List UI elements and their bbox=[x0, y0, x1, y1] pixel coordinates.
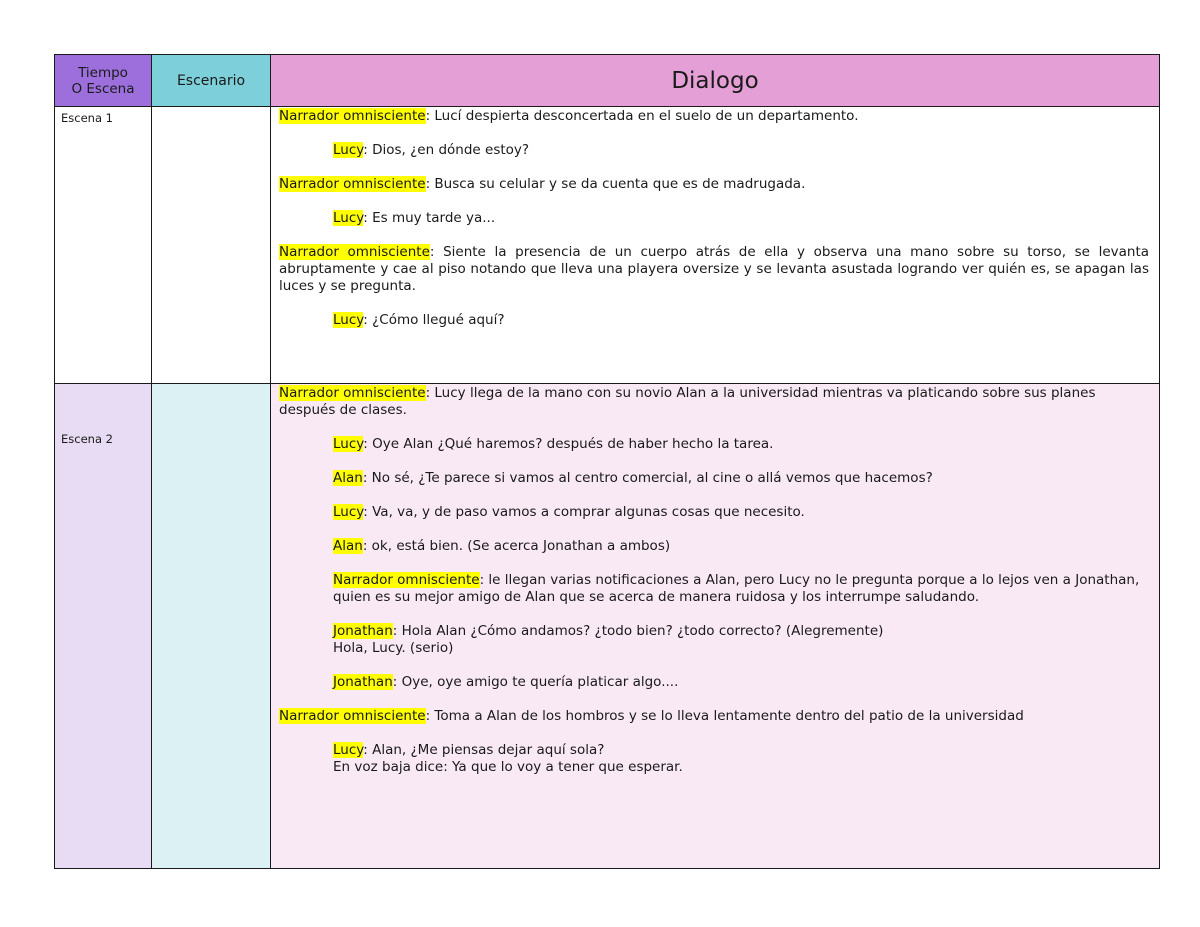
dialogue-text: : Lucí despierta desconcertada en el suelo de un departamento. bbox=[425, 108, 859, 124]
dialogue-text: : Toma a Alan de los hombros y se lo lleva lentamente dentro del patio de la universidad bbox=[425, 708, 1024, 724]
scene-2-label: Escena 2 bbox=[55, 384, 152, 869]
speaker-name: Narrador omnisciente bbox=[279, 176, 426, 192]
dialogue-line bbox=[279, 708, 1149, 725]
dialogue-text: : Es muy tarde ya... bbox=[363, 210, 496, 226]
speaker-name: Jonathan bbox=[333, 674, 393, 690]
dialogue-text: : le llegan varias notificaciones a Alan, pero Lucy no le pregunta porque a lo lejos ven a Jonathan, quien es su mejor amigo de Alan que se acerca de manera ruidosa y los interrumpe saludando. bbox=[333, 572, 1140, 605]
dialogue-line bbox=[279, 674, 1149, 691]
dialogue-line bbox=[279, 470, 1149, 487]
dialogue-text: : Oye, oye amigo te quería platicar algo.... bbox=[392, 674, 679, 690]
dialogue-text: : Busca su celular y se da cuenta que es de madrugada. bbox=[425, 176, 806, 192]
header-scenario: Escenario bbox=[152, 55, 271, 107]
dialogue-text: : Dios, ¿en dónde estoy? bbox=[363, 142, 530, 158]
speaker-name: Lucy bbox=[333, 504, 364, 520]
scene-1-row bbox=[55, 107, 1160, 384]
dialogue-line bbox=[279, 742, 1149, 776]
script-table bbox=[54, 54, 1160, 869]
dialogue-line bbox=[279, 572, 1149, 606]
dialogue-text: : Oye Alan ¿Qué haremos? después de haber hecho la tarea. bbox=[363, 436, 774, 452]
scene-1-scenario-cell bbox=[152, 107, 271, 384]
dialogue-text: : ¿Cómo llegué aquí? bbox=[363, 312, 505, 328]
scene-2-scenario-cell bbox=[152, 384, 271, 869]
dialogue-line bbox=[279, 436, 1149, 453]
dialogue-line bbox=[279, 623, 1149, 657]
dialogue-text: : No sé, ¿Te parece si vamos al centro comercial, al cine o allá vemos que hacemos? bbox=[362, 470, 933, 486]
speaker-name: Narrador omnisciente bbox=[279, 385, 426, 401]
dialogue-text: : Va, va, y de paso vamos a comprar algunas cosas que necesito. bbox=[363, 504, 805, 520]
dialogue-line bbox=[279, 142, 1149, 159]
dialogue-text: : Lucy llega de la mano con su novio Alan a la universidad mientras va platicando sobre sus planes después de clases. bbox=[279, 385, 1096, 418]
dialogue-line bbox=[279, 176, 1149, 193]
scene-2-row bbox=[55, 384, 1160, 869]
speaker-name: Jonathan bbox=[333, 623, 393, 639]
dialogue-text: : Hola Alan ¿Cómo andamos? ¿todo bien? ¿todo correcto? (Alegremente) bbox=[392, 623, 884, 639]
dialogue-text: : ok, está bien. (Se acerca Jonathan a ambos) bbox=[362, 538, 671, 554]
dialogue-line bbox=[279, 210, 1149, 227]
speaker-name: Narrador omnisciente bbox=[279, 108, 426, 124]
speaker-name: Lucy bbox=[333, 210, 364, 226]
dialogue-line bbox=[279, 504, 1149, 521]
speaker-name: Alan bbox=[333, 470, 363, 486]
dialogue-text: : Siente la presencia de un cuerpo atrás de ella y observa una mano sobre su torso, se levanta abruptamente y cae al piso notando que lleva una playera oversize y se levanta asustada logrando ver quién es, se apagan las luces y se pregunta. bbox=[279, 244, 1150, 294]
speaker-name: Lucy bbox=[333, 742, 364, 758]
speaker-name: Lucy bbox=[333, 142, 364, 158]
dialogue-line bbox=[279, 538, 1149, 555]
header-time-line1: Tiempo bbox=[78, 64, 128, 81]
dialogue-text: : Alan, ¿Me piensas dejar aquí sola? bbox=[363, 742, 605, 758]
speaker-name: Narrador omnisciente bbox=[279, 708, 426, 724]
header-time-line2: O Escena bbox=[71, 80, 135, 97]
scene-2-dialogue-cell bbox=[271, 384, 1160, 869]
speaker-name: Lucy bbox=[333, 436, 364, 452]
dialogue-line bbox=[279, 312, 1149, 329]
header-dialogue: Dialogo bbox=[271, 55, 1160, 107]
speaker-name: Lucy bbox=[333, 312, 364, 328]
header-row bbox=[55, 55, 1160, 107]
speaker-name: Narrador omnisciente bbox=[279, 244, 430, 260]
speaker-name: Alan bbox=[333, 538, 363, 554]
speaker-name: Narrador omnisciente bbox=[333, 572, 480, 588]
scene-1-dialogue-cell bbox=[271, 107, 1160, 384]
dialogue-continuation: Hola, Lucy. (serio) bbox=[333, 640, 454, 656]
dialogue-continuation: En voz baja dice: Ya que lo voy a tener que esperar. bbox=[333, 759, 683, 775]
dialogue-line bbox=[279, 108, 1149, 125]
header-time-scene bbox=[55, 55, 152, 107]
dialogue-line bbox=[279, 244, 1149, 295]
dialogue-line bbox=[279, 385, 1149, 419]
scene-1-label: Escena 1 bbox=[55, 107, 152, 384]
